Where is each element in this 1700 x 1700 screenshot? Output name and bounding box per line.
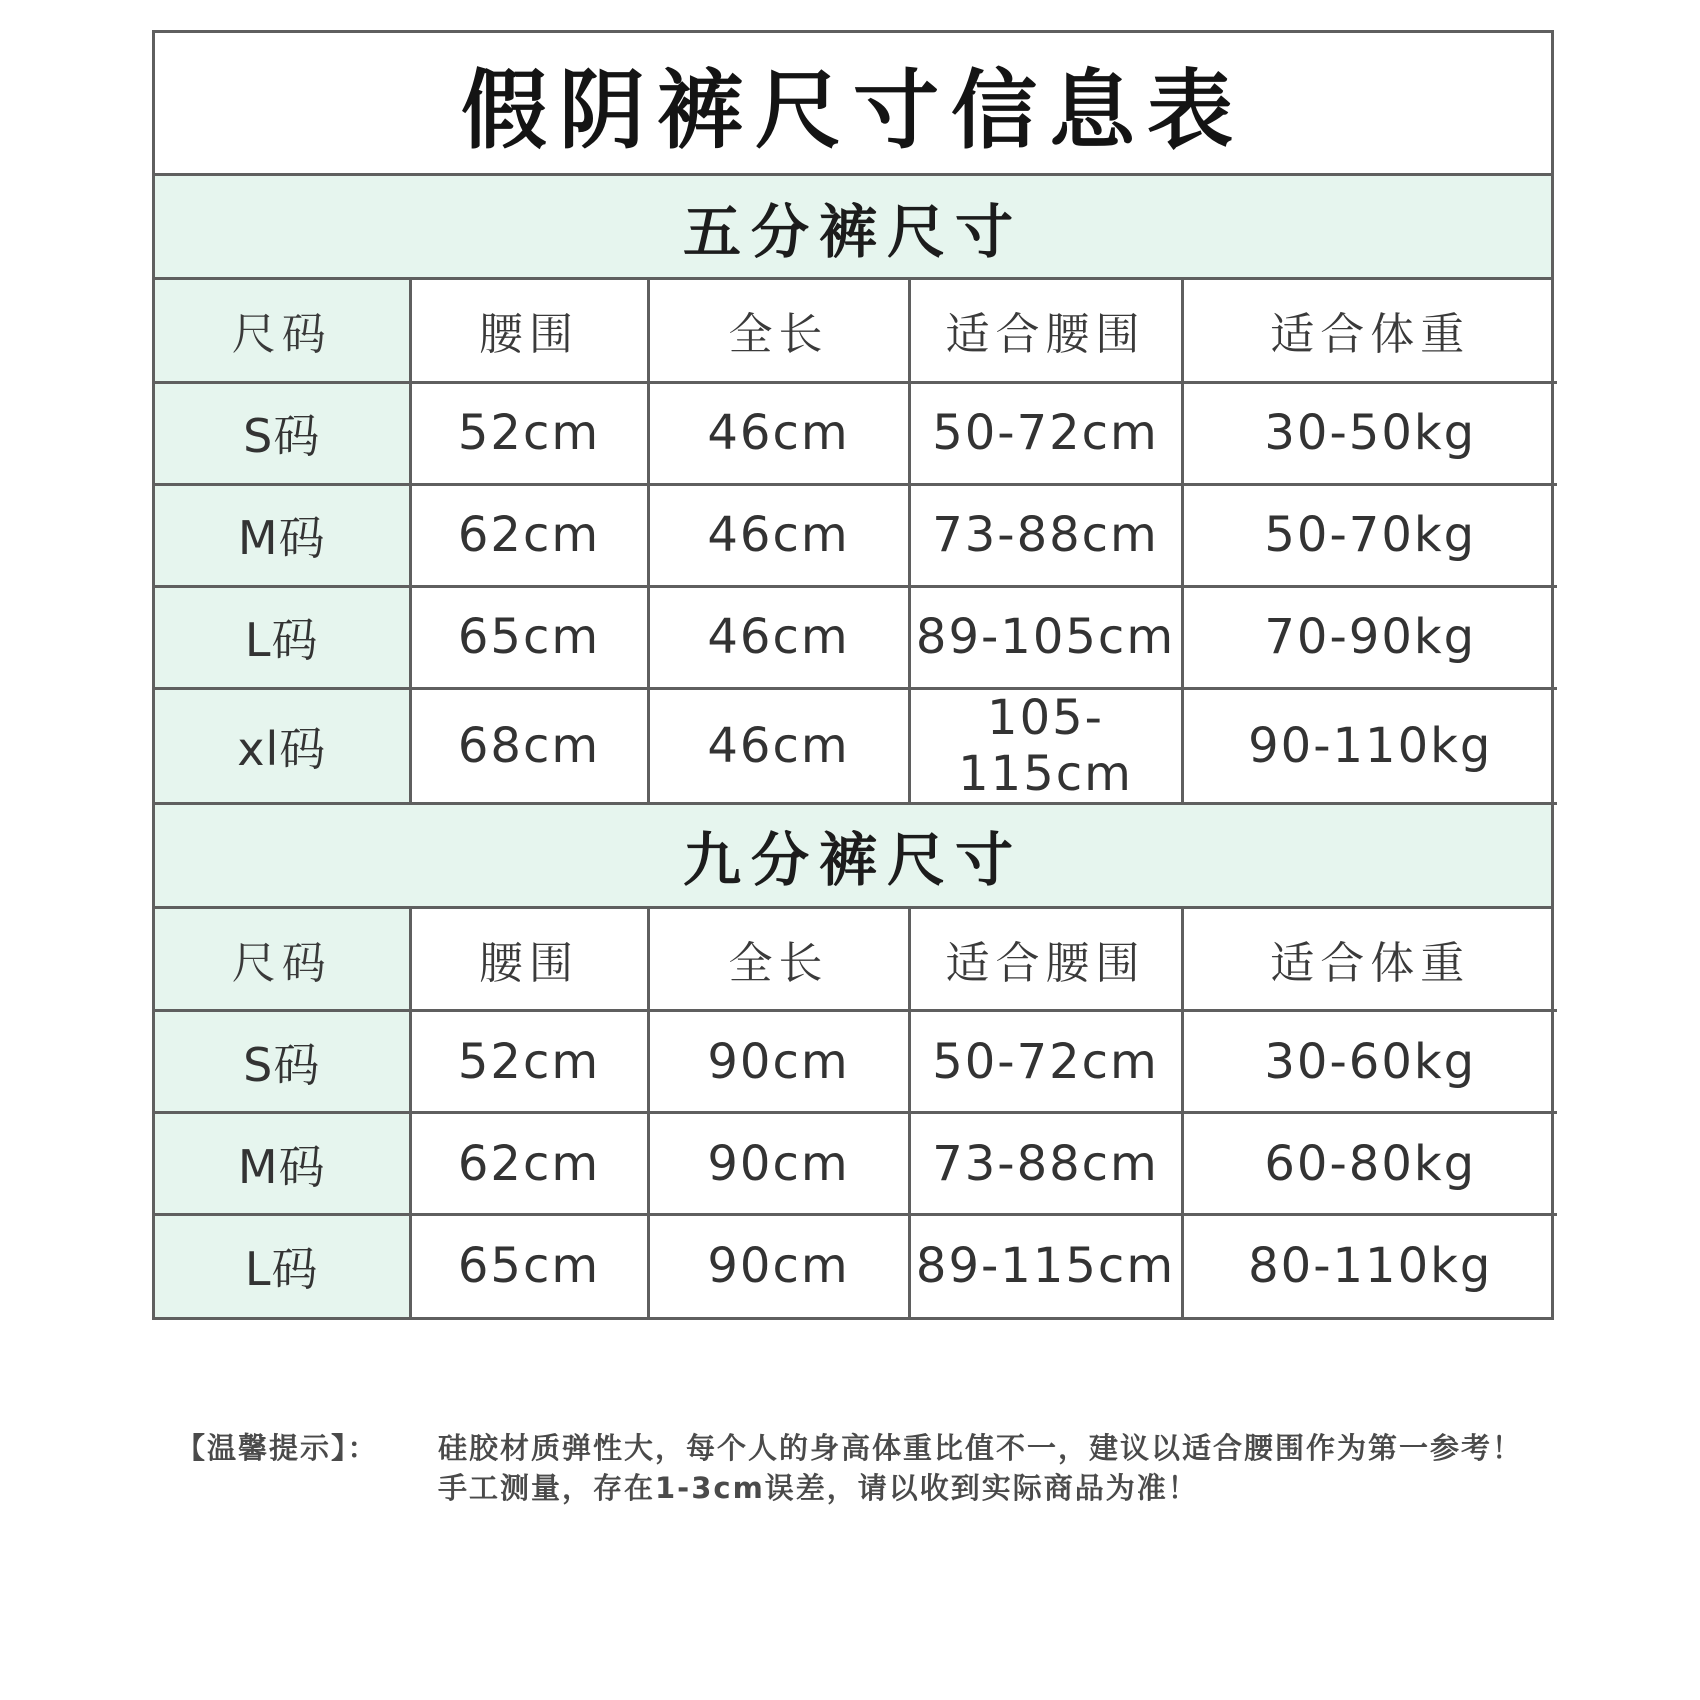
size-cell: L码	[155, 1215, 410, 1317]
column-header: 全长	[648, 280, 909, 382]
size-cell: S码	[155, 382, 410, 484]
table-cell: 52cm	[410, 1011, 648, 1113]
tip-line: 硅胶材质弹性大，每个人的身高体重比值不一，建议以适合腰围作为第一参考！	[438, 1431, 1524, 1465]
size-cell: M码	[155, 484, 410, 586]
table-row	[155, 586, 1557, 688]
table-cell: 52cm	[410, 382, 648, 484]
table-cell: 65cm	[410, 586, 648, 688]
table-cell: 62cm	[410, 484, 648, 586]
section-heading-capris	[155, 805, 1551, 909]
table-cell: 105-115cm	[909, 688, 1182, 803]
table-cell: 90cm	[648, 1011, 909, 1113]
table-header-row	[155, 909, 1557, 1011]
tip-line: 手工测量，存在1-3cm误差，请以收到实际商品为准！	[438, 1471, 1199, 1505]
table-cell: 70-90kg	[1182, 586, 1557, 688]
column-header: 适合腰围	[909, 909, 1182, 1011]
column-header: 尺码	[155, 280, 410, 382]
table-cell: 50-70kg	[1182, 484, 1557, 586]
tips-lines	[438, 1428, 1556, 1508]
size-cell: M码	[155, 1113, 410, 1215]
column-header: 适合体重	[1182, 280, 1557, 382]
section-heading-label: 九分裤尺寸	[682, 826, 1023, 894]
table-cell: 80-110kg	[1248, 1238, 1493, 1295]
table-row	[155, 1113, 1557, 1215]
table-cell: 50-72cm	[909, 382, 1182, 484]
table-cell: 60-80kg	[1182, 1113, 1557, 1215]
column-header: 适合体重	[1182, 909, 1557, 1011]
title-row	[155, 33, 1551, 176]
column-header: 腰围	[410, 909, 648, 1011]
column-header: 全长	[648, 909, 909, 1011]
column-header: 腰围	[410, 280, 648, 382]
section-heading-label: 五分裤尺寸	[682, 197, 1023, 266]
column-header: 尺码	[155, 909, 410, 1011]
table-cell: 30-60kg	[1182, 1011, 1557, 1113]
table-cell: 46cm	[648, 484, 909, 586]
section-heading-shorts	[155, 176, 1551, 280]
size-chart	[152, 30, 1554, 1320]
table-row	[155, 382, 1557, 484]
size-cell: L码	[155, 586, 410, 688]
size-cell: xl码	[155, 688, 410, 803]
table-cell: 89-115cm	[909, 1215, 1182, 1317]
table-cell: 46cm	[648, 688, 909, 803]
tips-note	[176, 1428, 1556, 1508]
table-cell: 73-88cm	[909, 1113, 1182, 1215]
table-cell: 62cm	[410, 1113, 648, 1215]
table-cell: 50-72cm	[909, 1011, 1182, 1113]
table-cell: 65cm	[410, 1215, 648, 1317]
size-table-capris	[155, 909, 1557, 1317]
table-cell: 46cm	[648, 586, 909, 688]
column-header: 适合腰围	[909, 280, 1182, 382]
table-cell: 90-110kg	[1182, 688, 1557, 803]
table-header-row	[155, 280, 1557, 382]
table-cell: 89-105cm	[909, 586, 1182, 688]
table-row	[155, 1215, 1557, 1317]
table-cell: 68cm	[410, 688, 648, 803]
table-row	[155, 688, 1557, 803]
tips-label: 【温馨提示】：	[176, 1431, 379, 1465]
table-cell: 90cm	[648, 1215, 909, 1317]
table-row	[155, 484, 1557, 586]
table-cell: 73-88cm	[909, 484, 1182, 586]
size-table-shorts	[155, 280, 1557, 805]
table-row	[155, 1011, 1557, 1113]
table-cell: 30-50kg	[1182, 382, 1557, 484]
table-cell: 46cm	[648, 382, 909, 484]
size-cell: S码	[155, 1011, 410, 1113]
table-cell: 90cm	[648, 1113, 909, 1215]
page-title: 假阴裤尺寸信息表	[461, 61, 1245, 161]
